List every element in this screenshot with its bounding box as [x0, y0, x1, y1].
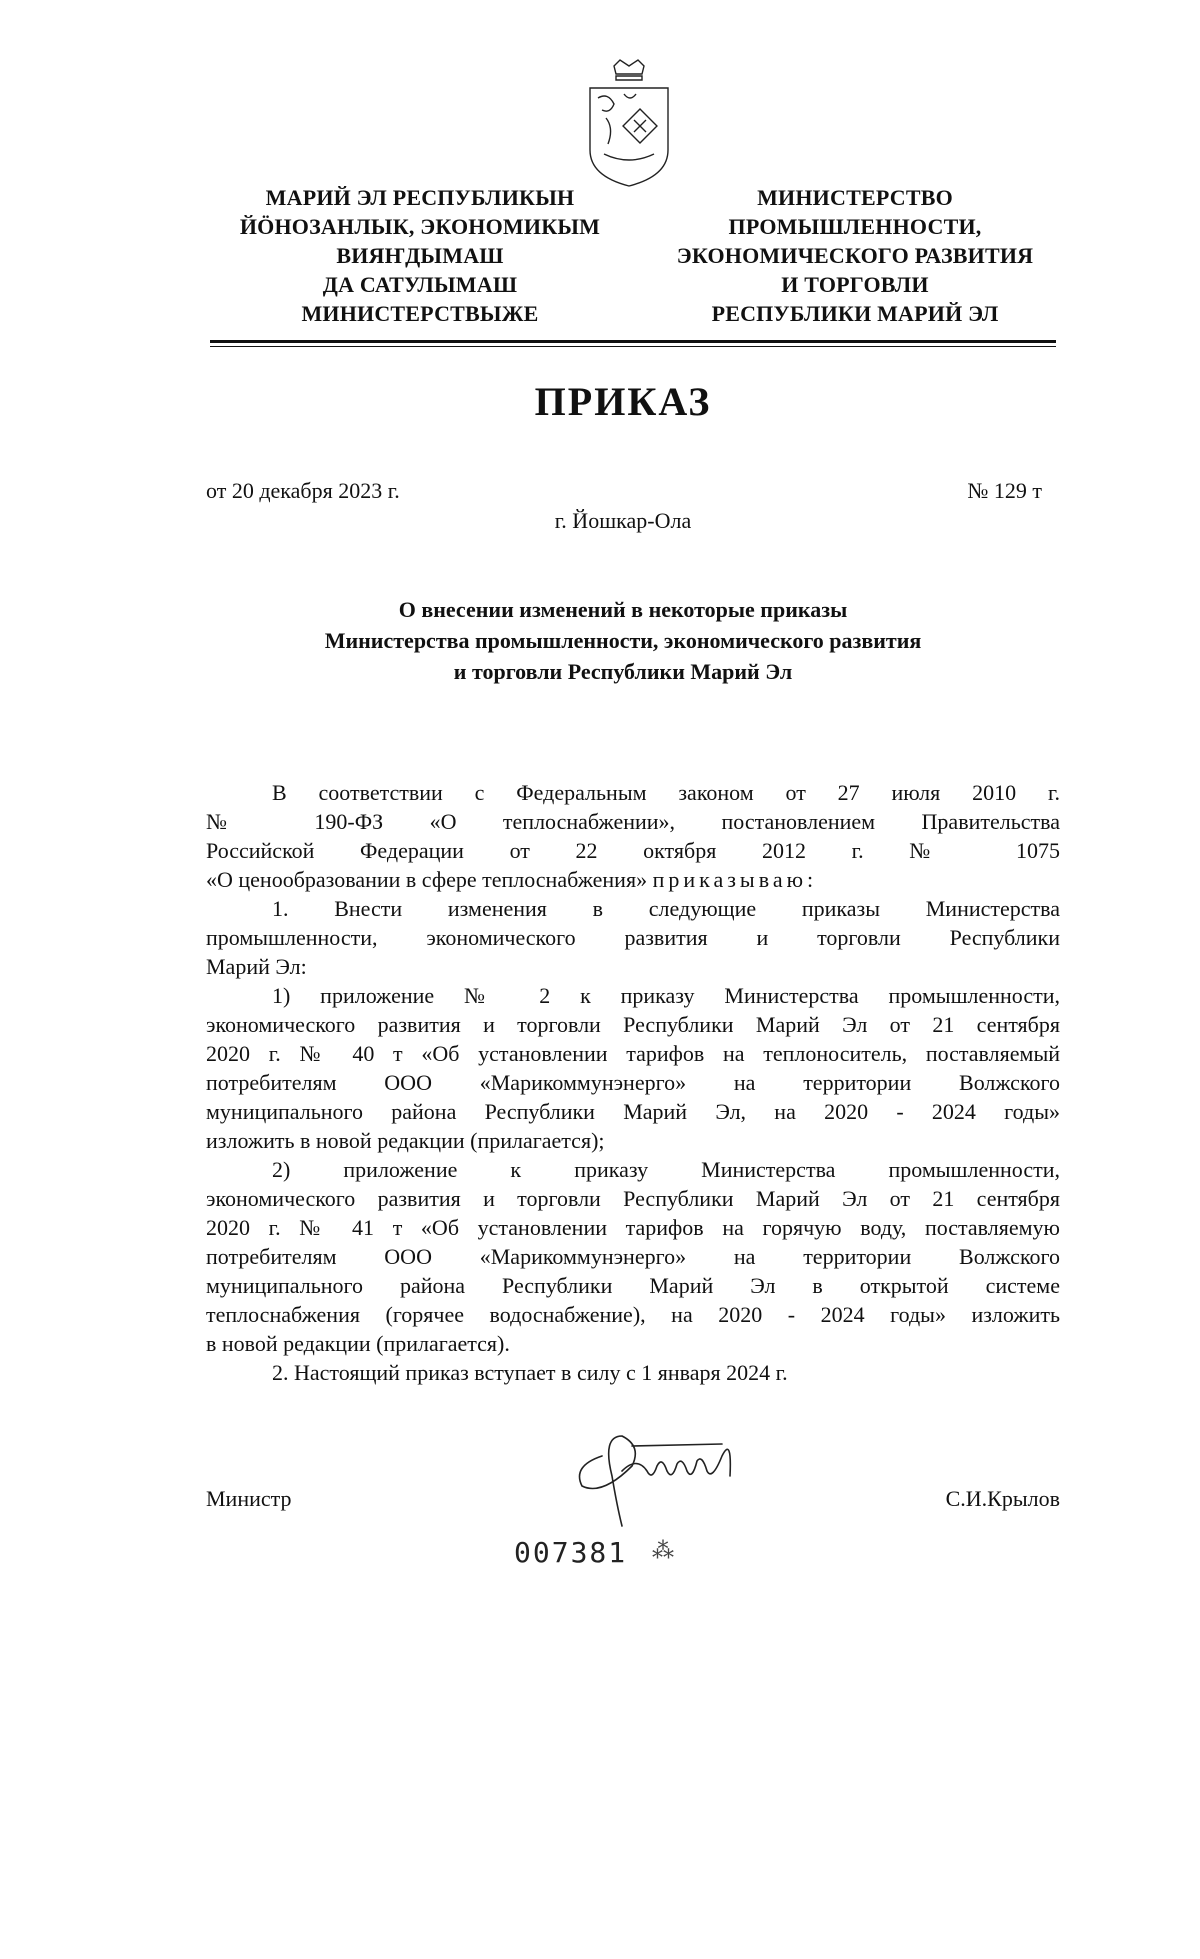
- body-line: Марий Эл:: [206, 954, 307, 979]
- body-line: в новой редакции (прилагается).: [206, 1331, 510, 1356]
- header-left-line: ВИЯҤДЫМАШ: [336, 243, 504, 268]
- body-line: Российской Федерации от 22 октября 2012 г. № 1075: [206, 838, 1060, 863]
- body-line: муниципального района Республики Марий Эл, на 2020 - 2024 годы»: [206, 1099, 1060, 1124]
- coat-of-arms-emblem: [584, 58, 674, 188]
- body-line: 1. Внести изменения в следующие приказы Министерства: [272, 896, 1060, 921]
- body-line: промышленности, экономического развития и торговли Республики: [206, 925, 1060, 950]
- serial-number: 007381: [514, 1536, 628, 1569]
- header-right-line: РЕСПУБЛИКИ МАРИЙ ЭЛ: [711, 301, 999, 326]
- header-divider: [210, 340, 1056, 343]
- body-line: экономического развития и торговли Республики Марий Эл от 21 сентября: [206, 1186, 1060, 1211]
- header-divider-thin: [210, 346, 1056, 347]
- signer-role: Министр: [206, 1486, 292, 1511]
- body-line: 2) приложение к приказу Министерства промышленности,: [272, 1157, 1060, 1182]
- body-line: теплоснабжения (горячее водоснабжение), на 2020 - 2024 годы» изложить: [206, 1302, 1060, 1327]
- body-line: № 190-ФЗ «О теплоснабжении», постановлением Правительства: [206, 809, 1060, 834]
- header-left-block: [200, 183, 640, 328]
- body-line: потребителям ООО «Марикоммунэнерго» на территории Волжского: [206, 1070, 1060, 1095]
- document-body: [206, 778, 1060, 1387]
- header-right-line: ЭКОНОМИЧЕСКОГО РАЗВИТИЯ: [676, 243, 1034, 268]
- header-right-line: ПРОМЫШЛЕННОСТИ,: [728, 214, 982, 239]
- header-left-line: ЙÖНОЗАНЛЫК, ЭКОНОМИКЫМ: [239, 214, 601, 239]
- body-line: 1) приложение № 2 к приказу Министерства промышленности,: [272, 983, 1060, 1008]
- body-line: муниципального района Республики Марий Эл в открытой системе: [206, 1273, 1060, 1298]
- header-left-line: МАРИЙ ЭЛ РЕСПУБЛИКЫН: [265, 185, 575, 210]
- serial-mark: ⁂: [652, 1538, 674, 1563]
- document-title: ПРИКАЗ: [534, 379, 712, 424]
- body-line: изложить в новой редакции (прилагается);: [206, 1128, 605, 1153]
- subject-line: О внесении изменений в некоторые приказы: [398, 597, 848, 622]
- body-line: 2020 г. № 40 т «Об установлении тарифов на теплоноситель, поставляемый: [206, 1041, 1060, 1066]
- body-line: экономического развития и торговли Республики Марий Эл от 21 сентября: [206, 1012, 1060, 1037]
- document-city: г. Йошкар-Ола: [554, 508, 692, 533]
- body-line: В соответствии с Федеральным законом от 27 июля 2010 г.: [272, 780, 1060, 805]
- header-left-line: МИНИСТЕРСТВЫЖЕ: [301, 301, 539, 326]
- header-right-line: МИНИСТЕРСТВО: [757, 185, 953, 210]
- header-left-line: ДА САТУЛЫМАШ: [322, 272, 518, 297]
- body-line-order: [206, 865, 1060, 894]
- document-number: № 129 т: [967, 478, 1042, 503]
- order-word: приказываю:: [652, 867, 818, 892]
- subject-line: Министерства промышленности, экономического развития: [324, 628, 922, 653]
- body-text: «О ценообразовании в сфере теплоснабжения»: [206, 867, 653, 892]
- signer-name: С.И.Крылов: [945, 1486, 1060, 1511]
- header-right-block: [630, 183, 1080, 328]
- body-line: 2. Настоящий приказ вступает в силу с 1 января 2024 г.: [272, 1360, 788, 1385]
- body-line: потребителям ООО «Марикоммунэнерго» на территории Волжского: [206, 1244, 1060, 1269]
- subject-line: и торговли Республики Марий Эл: [453, 659, 793, 684]
- body-line: 2020 г. № 41 т «Об установлении тарифов на горячую воду, поставляемую: [206, 1215, 1060, 1240]
- document-subject: [0, 594, 1200, 687]
- header-right-line: И ТОРГОВЛИ: [781, 272, 929, 297]
- document-date: от 20 декабря 2023 г.: [206, 478, 400, 503]
- handwritten-signature: [562, 1416, 772, 1536]
